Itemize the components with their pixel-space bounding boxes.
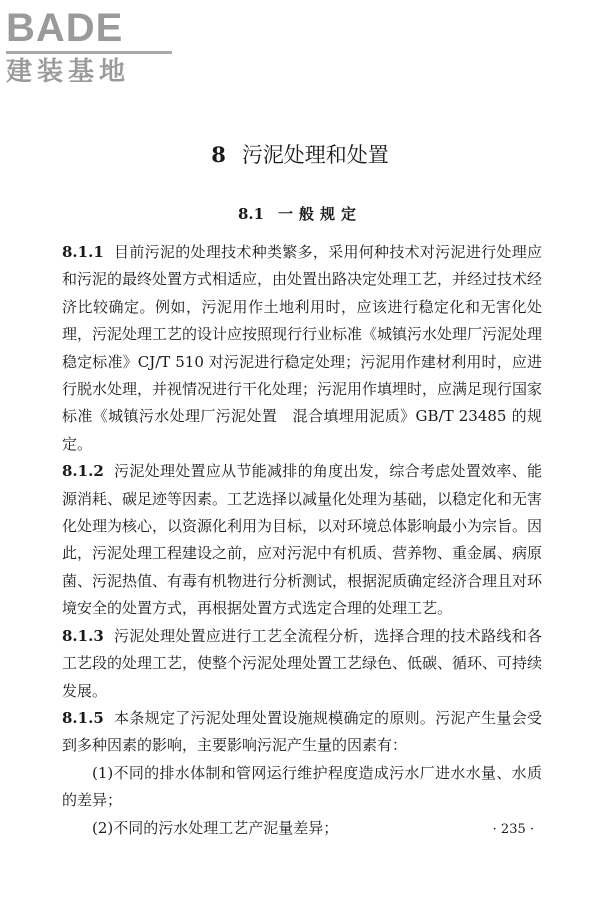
page-number: · 235 · xyxy=(492,822,534,837)
clause-number: 8.1.5 xyxy=(62,708,104,727)
clause-text: 目前污泥的处理技术种类繁多，采用何种技术对污泥进行处理应和污泥的最终处置方式相适应，由处置出路决定处理工艺，并经过技术经济比较确定。例如，污泥用作土地利用时，应该进行稳定化和无害化处理，污泥处理工艺的设计应按照现行行业标准《城镇污水处理厂污泥处理 稳定标准》CJ/T 510 对污泥进行稳定处理；污泥用作建材利用时，应进行脱水处理，并视情况进行干化处理；污泥用作填埋时，应满足现行国家标准《城镇污水处理厂污泥处置 混合填埋用泥质》GB/T 23485 的规定。 xyxy=(62,243,558,453)
section-title xyxy=(0,202,600,226)
logo-subtitle: 建装基地 xyxy=(6,57,131,87)
chapter-number: 8 xyxy=(211,142,226,167)
section-number: 8.1 xyxy=(237,205,265,223)
body-text xyxy=(62,239,558,842)
clause-number: 8.1.3 xyxy=(62,626,104,645)
section-title-text: 一般规定 xyxy=(278,205,363,223)
clause-number: 8.1.2 xyxy=(62,462,104,481)
clause-8-1-5 xyxy=(62,705,542,760)
clause-text: 污泥处理处置应从节能减排的角度出发，综合考虑处置效率、能源消耗、碳足迹等因素。工艺选择以减量化处理为基础，以稳定化和无害化处理为核心，以资源化利用为目标，以对环境总体影响最小为宗旨。因此，污泥处理工程建设之前，应对污泥中有机质、营养物、重金属、病原菌、污泥热值、有毒有机物进行分析测试，根据泥质确定经济合理且对环境安全的处置方式，再根据处置方式选定合理的处理工艺。 xyxy=(62,462,543,618)
clause-number: 8.1.1 xyxy=(62,243,104,261)
chapter-title xyxy=(0,140,600,170)
bade-logo xyxy=(6,4,176,88)
logo-brand: BADE xyxy=(6,6,124,50)
clause-8-1-2 xyxy=(62,458,542,622)
clause-text: 本条规定了污泥处理处置设施规模确定的原则。污泥产生量会受到多种因素的影响，主要影响污泥产生量的因素有： xyxy=(62,708,542,755)
clause-8-1-3 xyxy=(62,623,542,705)
chapter-title-text: 污泥处理和处置 xyxy=(241,143,389,167)
clause-text: 污泥处理处置应进行工艺全流程分析，选择合理的技术路线和各工艺段的处理工艺，使整个污泥处理处置工艺绿色、低碳、循环、可持续发展。 xyxy=(62,626,543,700)
logo-divider xyxy=(6,51,172,54)
clause-8-1-1 xyxy=(62,239,558,458)
list-item: (2)不同的污水处理工艺产泥量差异； xyxy=(92,818,339,837)
list-item: (1)不同的排水体制和管网运行维护程度造成污水厂进水水量、水质的差异； xyxy=(62,763,542,810)
